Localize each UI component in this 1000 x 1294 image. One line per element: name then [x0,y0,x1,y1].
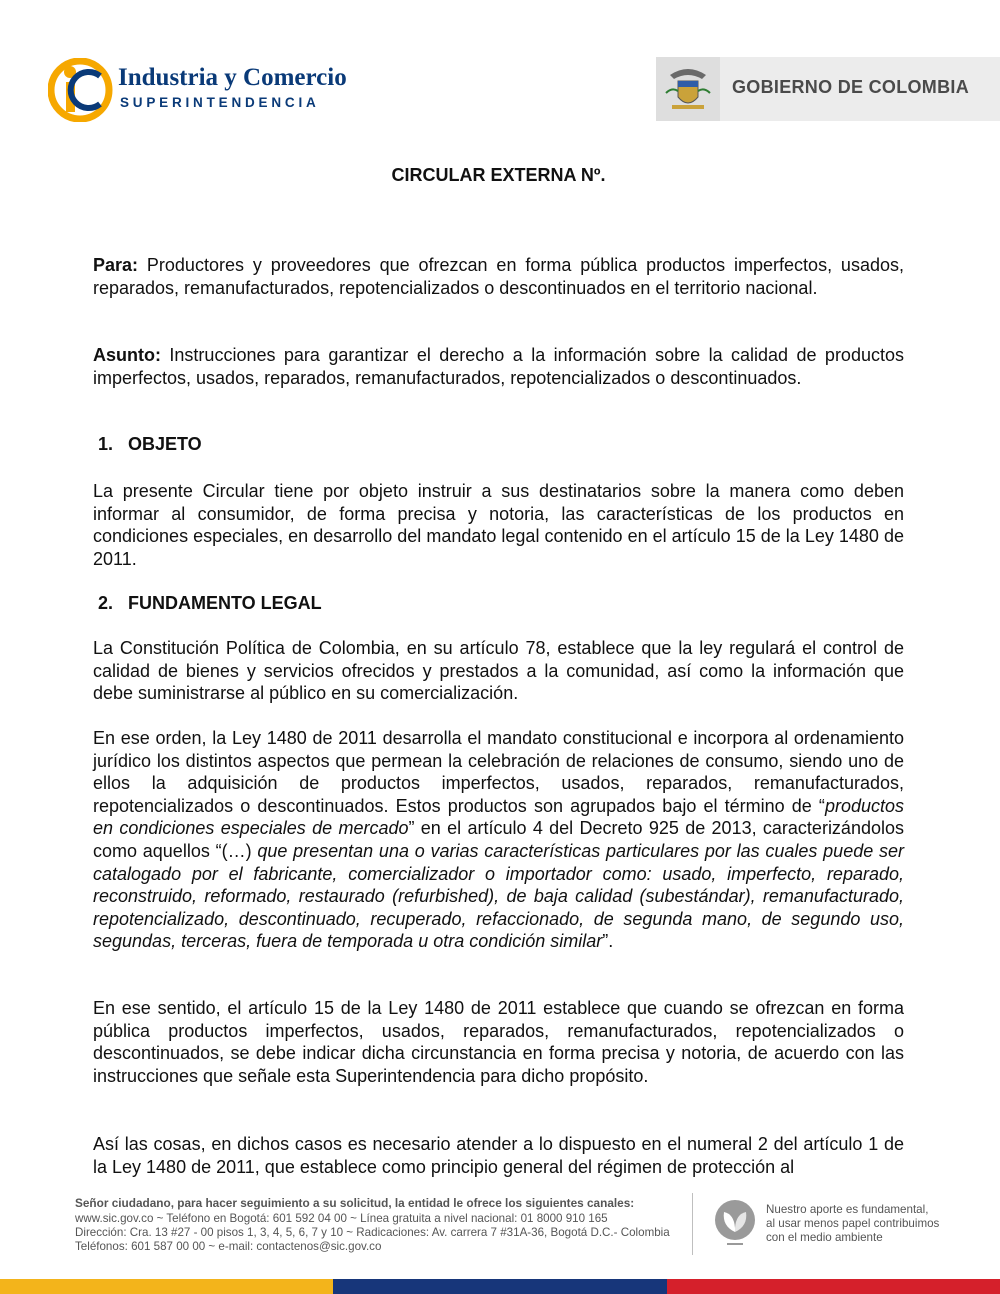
section-1-number: 1. [98,434,114,454]
section-1-title: OBJETO [128,434,202,454]
asunto-paragraph [93,344,904,389]
government-banner [656,57,1000,121]
footer-contact-line-2: Dirección: Cra. 13 #27 - 00 pisos 1, 3, 4, 5, 6, 7 y 10 ~ Radicaciones: Av. carrera 7 #31A-36, Bogotá D.C.- Colombia [75,1226,670,1239]
section-2-number: 2. [98,593,114,613]
para-label: Para: [93,255,139,275]
section-1-text: La presente Circular tiene por objeto instruir a sus destinatarios sobre la manera como deben informar al consumidor, de forma precisa y notoria, las características de los productos en condiciones especiales, en desarrollo del mandato legal contenido en el artículo 15 de la Ley 1480 de 2011. [93,481,904,569]
paragraph-2-text-a: En ese orden, la Ley 1480 de 2011 desarrolla el mandato constitucional e incorpora al ordenamiento jurídico los distintos aspectos que permean la celebración de relaciones de consumo, siendo uno de ellos la adquisición de productos imperfectos, usados, reparados, remanufacturados, repotencializados o descontinuados. Estos productos son agrupados bajo el término de “ [93,728,904,816]
government-name: GOBIERNO DE COLOMBIA [732,77,970,97]
footer-divider [692,1193,693,1255]
section-2-paragraph-1: La Constitución Política de Colombia, en su artículo 78, establece que la ley regulará el control de calidad de bienes y servicios ofrecidos y prestados a la comunidad, así como la información que debe suministrarse al público en su comercialización. [93,638,904,704]
section-2-paragraph-3: En ese sentido, el artículo 15 de la Ley 1480 de 2011 establece que cuando se ofrezcan en forma pública productos imperfectos, usados, reparados, remanufacturados, repotencializados o descontinuados, se debe indicar dicha circunstancia en forma precisa y notoria, de acuerdo con las instrucciones que señale esta Superintendencia para dicho propósito. [93,998,904,1086]
asunto-label: Asunto: [93,345,161,365]
footer-contact-line-1: www.sic.gov.co ~ Teléfono en Bogotá: 601 592 04 00 ~ Línea gratuita a nivel nacional: 01 8000 910 165 [75,1212,608,1225]
eco-message-line-3: con el medio ambiente [766,1231,883,1244]
eco-message-line-1: Nuestro aporte es fundamental, [766,1203,929,1216]
footer-strip-red [667,1279,1000,1294]
footer-contact-line-3: Teléfonos: 601 587 00 00 ~ e-mail: contactenos@sic.gov.co [75,1240,382,1253]
eco-message-line-2: al usar menos papel contribuimos [766,1217,940,1230]
document-title: CIRCULAR EXTERNA Nº. [391,165,606,185]
footer-strip-blue [333,1279,667,1294]
paragraph-2-italic-quote: que presentan una o varias características particulares por las cuales puede ser catalogado por el fabricante, comercializador o importador como: usado, imperfecto, reparado, reconstruido, reformado, restaurado (refurbished), de baja calidad (subestándar), remanufacturado, repotencializado, descontinuado, recuperado, refaccionado, de segunda mano, de segundo uso, segundas, terceras, fuera de temporada u otra condición similar [93,840,904,952]
footer-strip-yellow [0,1279,333,1294]
sic-logo-title: Industria y Comercio [118,64,347,91]
para-paragraph [93,254,904,299]
section-2-paragraph-4: Así las cosas, en dichos casos es necesario atender a lo dispuesto en el numeral 2 del artículo 1 de la Ley 1480 de 2011, que establece como principio general del régimen de protección al [93,1134,904,1177]
footer-channels-title: Señor ciudadano, para hacer seguimiento a su solicitud, la entidad le ofrece los siguientes canales: [75,1196,635,1210]
coat-of-arms-icon [656,57,720,121]
sic-logo-subtitle: SUPERINTENDENCIA [120,95,320,110]
paragraph-2-text-c: ” en el artículo 4 del Decreto 925 de 2013, caracterizándolos como aquellos “(…) [93,818,904,861]
section-2-paragraph-2 [93,727,904,953]
paragraph-2-text-e: ”. [602,931,614,952]
eco-leaf-icon [712,1198,758,1248]
paragraph-2-italic-term: productos en condiciones especiales de mercado [93,795,904,839]
para-text: Productores y proveedores que ofrezcan en forma pública productos imperfectos, usados, reparados, remanufacturados, repotencializados o descontinuados en el territorio nacional. [93,255,904,298]
asunto-text: Instrucciones para garantizar el derecho a la información sobre la calidad de productos imperfectos, usados, reparados, remanufacturados, repotencializados o descontinuados. [93,345,904,388]
section-2-title: FUNDAMENTO LEGAL [128,593,322,613]
